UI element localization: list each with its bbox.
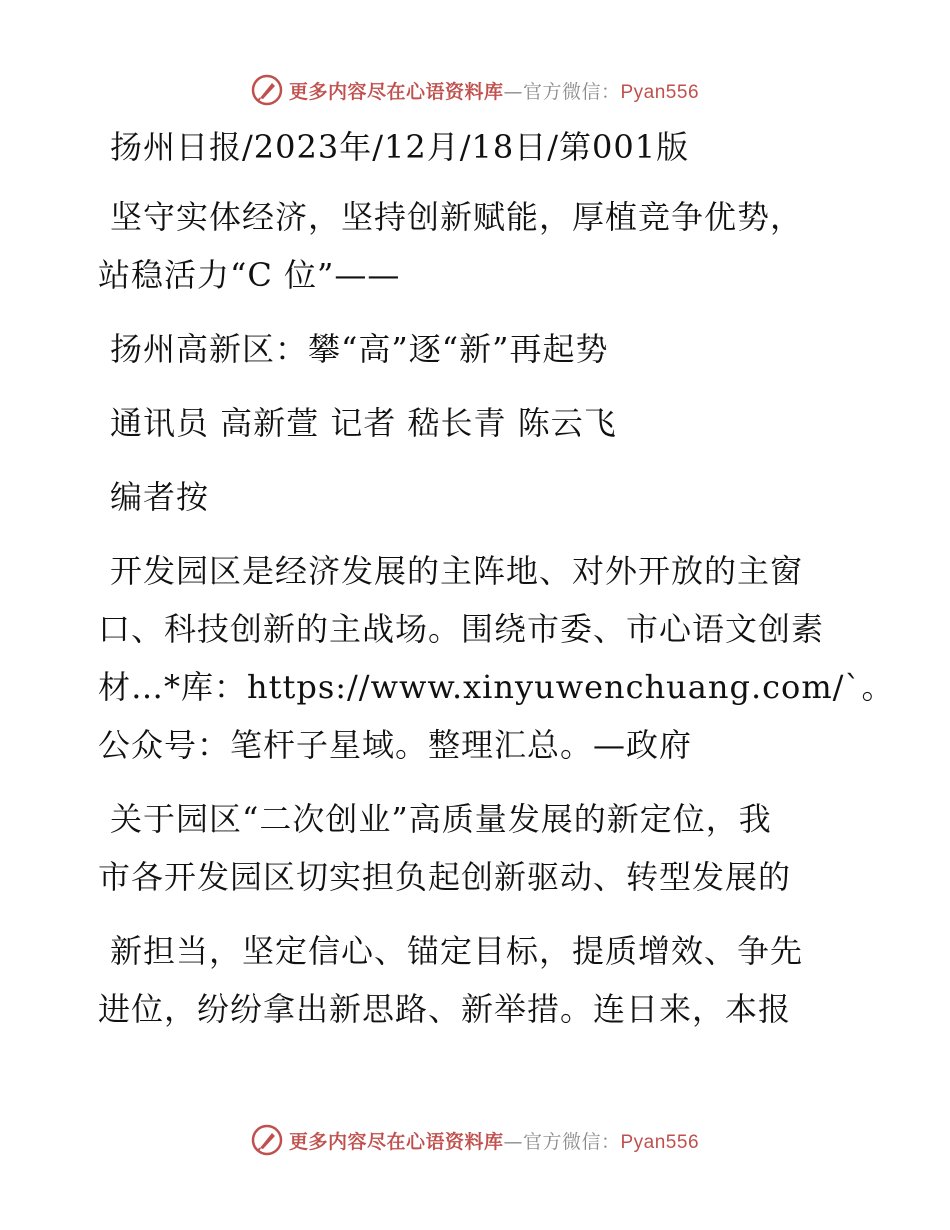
byline: 通讯员 高新萱 记者 嵇长青 陈云飞 (110, 404, 617, 442)
quill-pen-icon (251, 1124, 283, 1156)
subtitle-line-1: 坚守实体经济，坚持创新赋能，厚植竞争优势， (110, 198, 804, 236)
watermark-dash: — (503, 80, 523, 103)
watermark-banner-bottom (0, 1120, 950, 1160)
paragraph-3-line-1: 新担当，坚定信心、锚定目标，提质增效、争先 (110, 932, 804, 970)
watermark-main: 更多内容尽在心语资料库 (288, 80, 504, 103)
paragraph-2-line-2: 市各开发园区切实担负起创新驱动、转型发展的 (98, 858, 792, 896)
subtitle-line-2: 站稳活力“C 位”—— (98, 256, 401, 294)
watermark-wechat-id: Pyan556 (620, 81, 700, 103)
watermark-main: 更多内容尽在心语资料库 (288, 1130, 504, 1153)
article-body (98, 118, 895, 1038)
dateline: 扬州日报/2023年/12月/18日/第001版 (110, 128, 690, 166)
watermark-wechat-id: Pyan556 (620, 1131, 700, 1153)
paragraph-1-line-1: 开发园区是经济发展的主阵地、对外开放的主窗 (110, 552, 804, 590)
headline: 扬州高新区：攀“高”逐“新”再起势 (110, 330, 609, 368)
quill-pen-icon (251, 74, 283, 106)
paragraph-1-line-4: 公众号：笔杆子星域。整理汇总。—政府 (98, 726, 693, 764)
watermark-wechat-label: 官方微信： (522, 80, 621, 103)
watermark-text (289, 77, 699, 104)
editor-note-label: 编者按 (110, 478, 210, 516)
watermark-text (289, 1127, 699, 1154)
paragraph-1-line-3: 材…*库：https://www.xinyuwenchuang.com/`。 (98, 668, 895, 706)
paragraph-2-line-1: 关于园区“二次创业”高质量发展的新定位，我 (110, 800, 772, 838)
watermark-banner-top (0, 70, 950, 110)
paragraph-3-line-2: 进位，纷纷拿出新思路、新举措。连日来，本报 (98, 990, 792, 1028)
watermark-wechat-label: 官方微信： (522, 1130, 621, 1153)
watermark-dash: — (503, 1130, 523, 1153)
paragraph-1-line-2: 口、科技创新的主战场。围绕市委、市心语文创素 (98, 610, 825, 648)
